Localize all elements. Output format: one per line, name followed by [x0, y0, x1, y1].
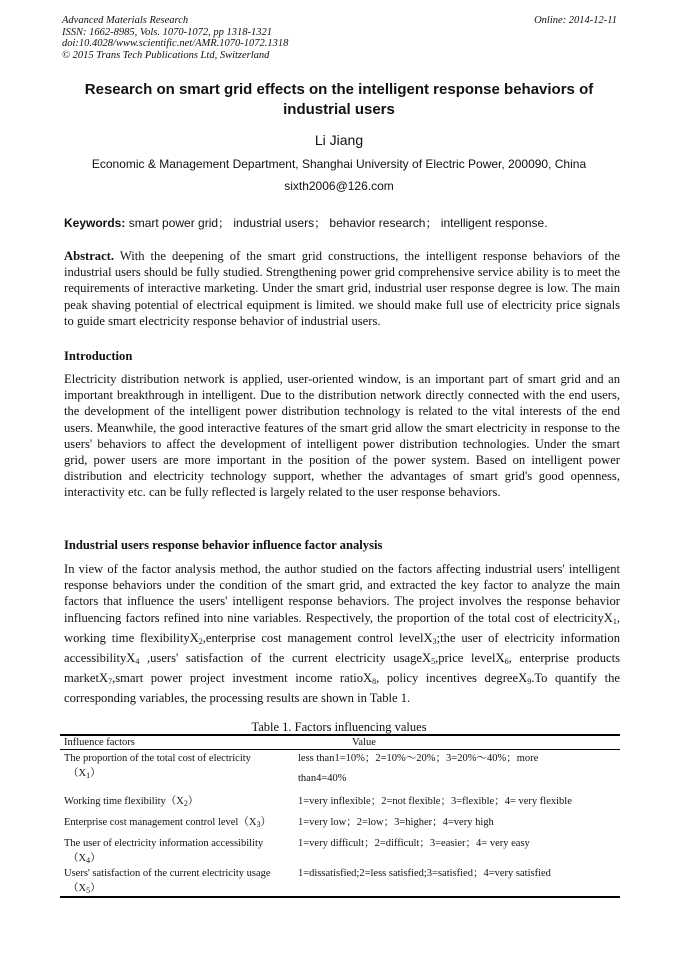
table-row-value: 1=dissatisfied;2=less satisfied;3=satisfied；4=very satisfied — [298, 868, 551, 879]
table-header-factors: Influence factors — [64, 737, 135, 748]
table-caption: Table 1. Factors influencing values — [251, 720, 427, 734]
keywords-text: smart power grid； industrial users； behavior research； intelligent response. — [125, 216, 548, 230]
doi-line: doi:10.4028/www.scientific.net/AMR.1070-1072.1318 — [62, 38, 289, 49]
journal-name: Advanced Materials Research — [62, 15, 189, 26]
journal-header — [62, 15, 617, 61]
table-row-factor: Users' satisfaction of the current electricity usage $(X_5)$ — [64, 868, 271, 895]
table-row-value: 1=very low；2=low；3=higher；4=very high — [298, 817, 494, 828]
author-email: sixth2006@126.com — [284, 179, 394, 193]
copyright-line: © 2015 Trans Tech Publications Ltd, Switzerland — [62, 49, 270, 61]
table-row-factor: The proportion of the total cost of electricity $(X_1)$ — [64, 753, 251, 780]
abstract — [64, 248, 620, 329]
paper-title: Research on smart grid effects on the intelligent response behaviors of industrial users — [84, 81, 594, 118]
table-row-value: 1=very inflexible；2=not flexible；3=flexible；4= very flexible — [298, 796, 572, 807]
section-heading-analysis: Industrial users response behavior influence factor analysis — [64, 538, 383, 552]
table-header-rule — [60, 749, 620, 750]
table-header-value: Value — [352, 737, 376, 748]
table-row-factor: Working time $flexibility(X_2)$ — [64, 796, 199, 808]
author-name: Li Jiang — [314, 132, 364, 148]
affiliation: Economic & Management Department, Shanghai University of Electric Power, 200090, China — [91, 157, 587, 171]
issn-line: ISSN: 1662-8985, Vols. 1070-1072, pp 1318-1321 — [62, 26, 272, 38]
table-bottom-rule — [60, 896, 620, 898]
table-top-rule — [60, 734, 620, 736]
table-row-value: 1=very difficult；2=difficult；3=easier；4= very easy — [298, 838, 530, 849]
analysis-paragraph: In view of the factor analysis method, the author studied on the factors affecting industrial users' intelligent response behaviors under the condition of the smart grid, and extracted the key factor to analyze the main factors that influence the users' intelligent response behaviors. The project involves the response behavior influencing factors refined into nine variables. Respectively, the proportion of the total cost of electricityX$_1$, working time flexibilityX$_2$,enterprise cost management control levelX$_3$;the user of electricity information accessibilityX$_4$ ,users' satisfaction of the current electricity usageX$_5$,price levelX$_6$, enterprise products marketX$_7$,smart power project investment income ratioX$_8$, policy incentives degreeX$_9$.To quantify the corresponding variables, the processing results are shown in Table 1. — [64, 562, 621, 706]
table-row-value: less than1=10%；2=10%～20%；3=20%～40%；more than4=40% — [298, 753, 539, 784]
online-date: Online: 2014-12-11 — [534, 15, 617, 26]
section-heading-introduction: Introduction — [64, 349, 133, 363]
keywords-label: Keywords: — [64, 216, 126, 230]
keywords — [64, 214, 620, 231]
abstract-label: Abstract. — [64, 249, 115, 263]
abstract-text: With the deepening of the smart grid constructions, the intelligent response behaviors of the industrial users should be fully studied. Strengthening power grid comprehensive service ability is to meet the requirements of interactive marketing. Under the smart grid, industrial user response degree is low. The main peak shaving potential of electrical equipment is limited. we should make full use of electricity price signals to guide smart electricity response behavior of industrial users. — [64, 249, 620, 328]
introduction-paragraph: Electricity distribution network is applied, user-oriented window, is an important part of smart grid and an important breakthrough in intelligent. Due to the distribution network directly connected with the end users, the development of the intelligent power distribution technology is related to the vital interests of the end users. Meanwhile, the good interactive features of the smart grid allow the smart electricity in response to the users' behaviors to affect the development of intelligent power distribution technologies. Under the smart grid, power users are more important in the position of the power system. Based on intelligent power distribution and electricity technology support, whether the advantages of smart grid's good openness, interactivity etc. can be fully reflected is largely related to the user response behaviors. — [64, 372, 620, 500]
table-row-factor: The user of electricity information accessibility $(X_4)$ — [64, 838, 264, 865]
table-row-factor: Enterprise cost management control $level(X_3)$ — [64, 817, 271, 829]
